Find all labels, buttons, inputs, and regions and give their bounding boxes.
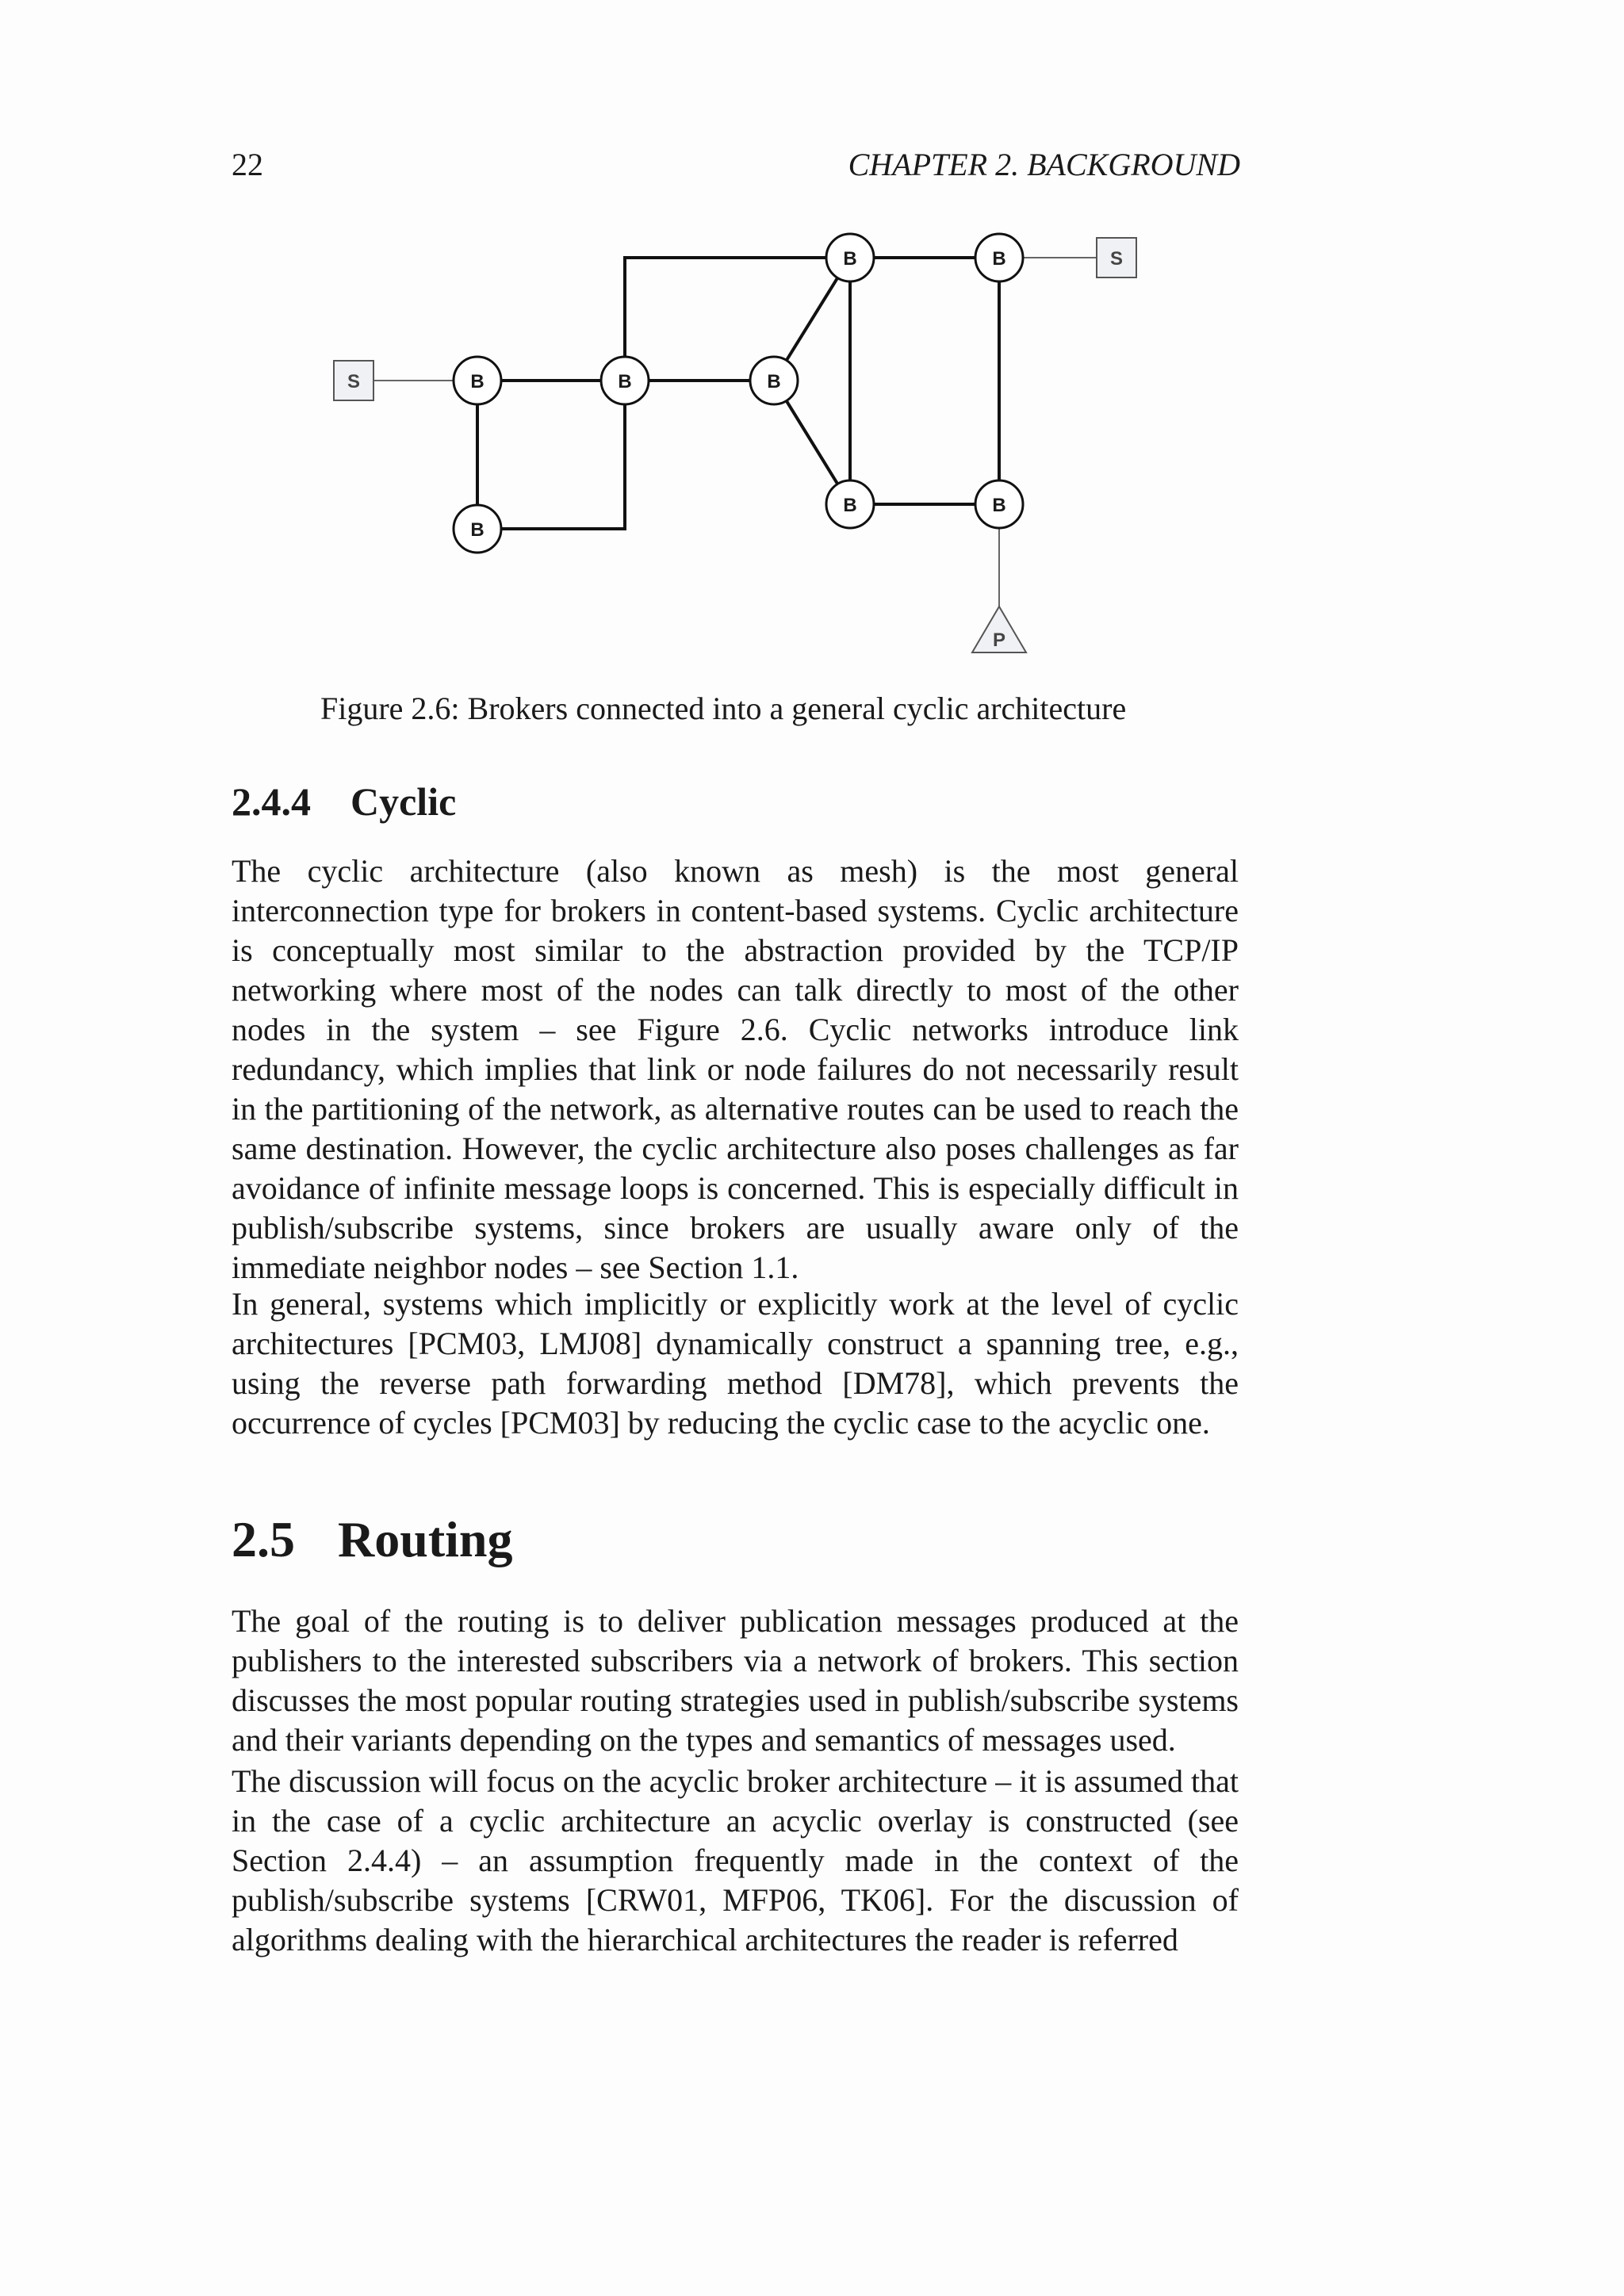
subsection-title: Cyclic [350,779,457,824]
page-number: 22 [232,147,263,182]
svg-text:B: B [843,495,857,516]
broker-node [750,357,798,404]
broker-node [975,234,1023,281]
svg-text:B: B [992,248,1006,270]
broker-node [826,480,874,528]
running-header: CHAPTER 2. BACKGROUND [848,147,1240,182]
paragraph: In general, systems which implicitly or explicitly work at the level of cyclic architectures [PCM03, LMJ08] dynamically construct a spanning tree, e.g., using the reverse path forwarding method [DM78], which prevents the occurrence of cycles [PCM03] by reducing the cyclic case to the acyclic one. [232,1286,1239,1441]
figure-caption: Figure 2.6: Brokers connected into a general cyclic architecture [320,691,1127,726]
subscriber-node [1097,238,1136,277]
section-number: 2.5 [232,1511,295,1567]
subsection-heading [232,779,456,825]
svg-text:B: B [618,371,632,392]
broker-node [454,357,501,404]
paragraph: The discussion will focus on the acyclic broker architecture – it is assumed that in the case of a cyclic architecture an acyclic overlay is constructed (see Section 2.4.4) – an assumption frequently made in the context of the publish/subscribe systems [CRW01, MFP06, TK06]. For the discussion of algorithms dealing with the hierarchical architectures the reader is referred [232,1763,1239,1957]
broker-node [826,234,874,281]
broker-node [601,357,649,404]
broker-network-figure [301,222,1174,666]
paragraph: The cyclic architecture (also known as mesh) is the most general interconnection type for brokers in content-based systems. Cyclic architecture is conceptually most similar to the abstraction provided by the TCP/IP networking where most of the nodes can talk directly to most of the other nodes in the system – see Figure 2.6. Cyclic networks introduce link redundancy, which implies that link or node failures do not necessarily result in the partitioning of the network, as alternative routes can be used to reach the same destination. However, the cyclic architecture also poses challenges as far avoidance of infinite message loops is concerned. This is especially difficult in publish/subscribe systems, since brokers are usually aware only of the immediate neighbor nodes – see Section 1.1. [232,853,1239,1285]
link-b2-b4 [625,258,850,381]
svg-text:S: S [347,371,361,392]
svg-text:B: B [470,371,485,392]
publisher-node [972,607,1026,652]
svg-text:S: S [1109,248,1124,270]
section-heading [232,1510,513,1569]
svg-text:B: B [470,519,485,541]
svg-text:B: B [992,495,1006,516]
subsection-number: 2.4.4 [232,779,311,824]
subscriber-node [334,361,373,400]
section-title: Routing [338,1511,513,1567]
svg-text:P: P [992,629,1006,651]
link-b5-b2 [477,381,625,529]
svg-text:B: B [767,371,781,392]
paragraph: The goal of the routing is to deliver publication messages produced at the publishers to the interested subscribers via a network of brokers. This section discusses the most popular routing strategies used in publish/subscribe systems and their variants depending on the types and semantics of messages used. [232,1603,1239,1758]
svg-text:B: B [843,248,857,270]
broker-node [975,480,1023,528]
broker-node [454,505,501,553]
